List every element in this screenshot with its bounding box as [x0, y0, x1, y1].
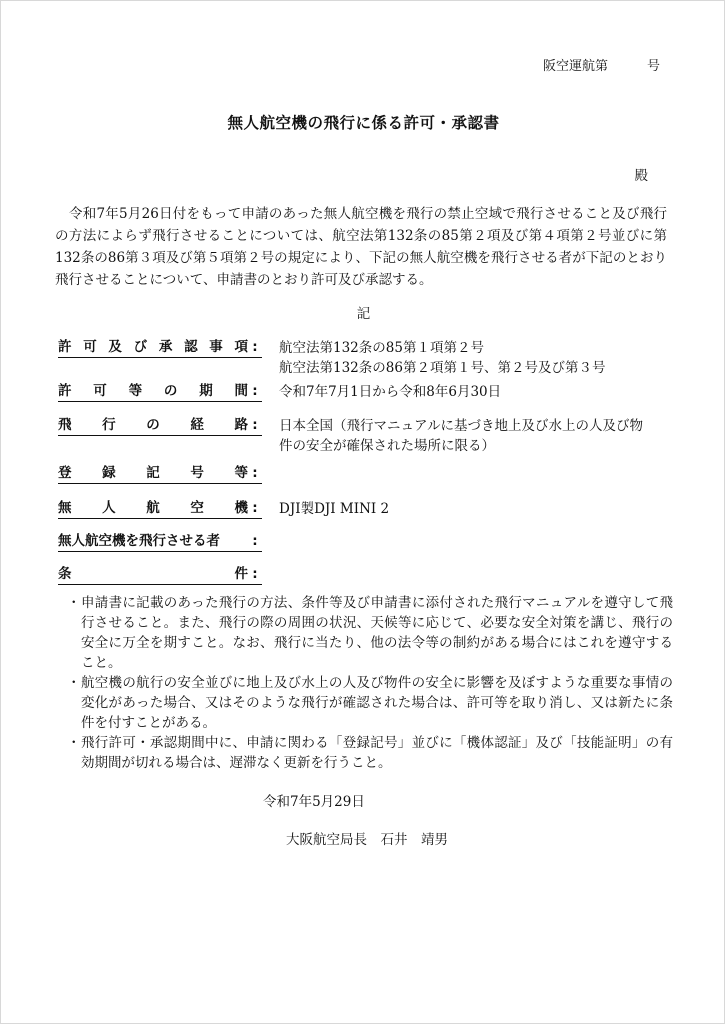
item-value-line: 航空法第132条の86第２項第１号、第２号及び第３号 [279, 360, 606, 376]
item-value [279, 532, 673, 552]
item-value [279, 338, 673, 378]
reference-number: 阪空運航第 号 [542, 59, 660, 74]
item-colon: : [248, 464, 262, 484]
item-label: 無人航空機 [58, 499, 248, 519]
item-label: 登録記号等 [58, 464, 248, 484]
item-row-permission [58, 338, 673, 378]
item-label: 飛行の経路 [58, 416, 248, 436]
ki-heading: 記 [356, 306, 371, 322]
condition-item [67, 733, 673, 773]
item-colon: : [248, 338, 262, 358]
item-value-line: 件の安全が確保された場所に限る） [279, 438, 495, 454]
item-value-line: 日本全国（飛行マニュアルに基づき地上及び水上の人及び物 [279, 418, 643, 434]
item-colon: : [248, 532, 262, 552]
item-value-line: 令和7年7月1日から令和8年6月30日 [279, 384, 502, 400]
item-value-line: DJI製DJI MINI 2 [279, 501, 390, 517]
condition-text: 飛行許可・承認期間中に、申請に関わる「登録記号」並びに「機体認証」及び「技能証明」の有効期間が切れる場合は、遅滞なく更新を行うこと。 [81, 735, 673, 771]
document-title: 無人航空機の飛行に係る許可・承認書 [227, 114, 500, 132]
condition-item [67, 593, 673, 673]
item-value [279, 382, 673, 402]
item-row-conditions [58, 565, 673, 585]
condition-text: 航空機の航行の安全並びに地上及び水上の人及び物件の安全に影響を及ぼすような重要な事情の変化があった場合、又はそのような飛行が確認された場合は、許可等を取り消し、又は新たに条件を付すことがある。 [81, 675, 673, 731]
item-value [279, 416, 673, 456]
item-row-period [58, 382, 673, 402]
item-label: 無人航空機を飛行させる者 [58, 532, 248, 552]
issuer-signature: 大阪航空局長 石井 靖男 [286, 832, 448, 848]
item-colon: : [248, 499, 262, 519]
condition-bullet: ・ [67, 595, 81, 611]
item-label: 許可及び承認事項 [58, 338, 248, 358]
item-value [279, 464, 673, 484]
item-colon: : [248, 565, 262, 585]
item-value [279, 499, 673, 519]
item-row-registration [58, 464, 673, 484]
item-colon: : [248, 416, 262, 436]
item-value-line: 航空法第132条の85第１項第２号 [279, 340, 484, 356]
item-colon: : [248, 382, 262, 402]
item-row-aircraft [58, 499, 673, 519]
item-value [279, 565, 673, 585]
body-paragraph: 令和7年5月26日付をもって申請のあった無人航空機を飛行の禁止空域で飛行させること及び飛行の方法によらず飛行させることについては、航空法第132条の85第２項及び第４項第２号並びに第132条の86第３項及び第５項第２号の規定により、下記の無人航空機を飛行させる者が下記のとおり飛行させることについて、申請書のとおり許可及び承認する。 [55, 206, 667, 288]
condition-bullet: ・ [67, 675, 81, 691]
item-label: 許可等の期間 [58, 382, 248, 402]
item-row-route [58, 416, 673, 456]
condition-bullet: ・ [67, 735, 81, 751]
issue-date: 令和7年5月29日 [263, 794, 365, 810]
condition-item [67, 673, 673, 733]
item-label: 条件 [58, 565, 248, 585]
conditions-list [67, 593, 673, 773]
condition-text: 申請書に記載のあった飛行の方法、条件等及び申請書に添付された飛行マニュアルを遵守して飛行させること。また、飛行の際の周囲の状況、天候等に応じて、必要な安全対策を講じ、飛行の安全に万全を期すこと。なお、飛行に当たり、他の法令等の制約がある場合にはこれを遵守すること。 [81, 595, 673, 671]
item-row-operator [58, 532, 673, 552]
addressee: 殿 [634, 168, 648, 184]
